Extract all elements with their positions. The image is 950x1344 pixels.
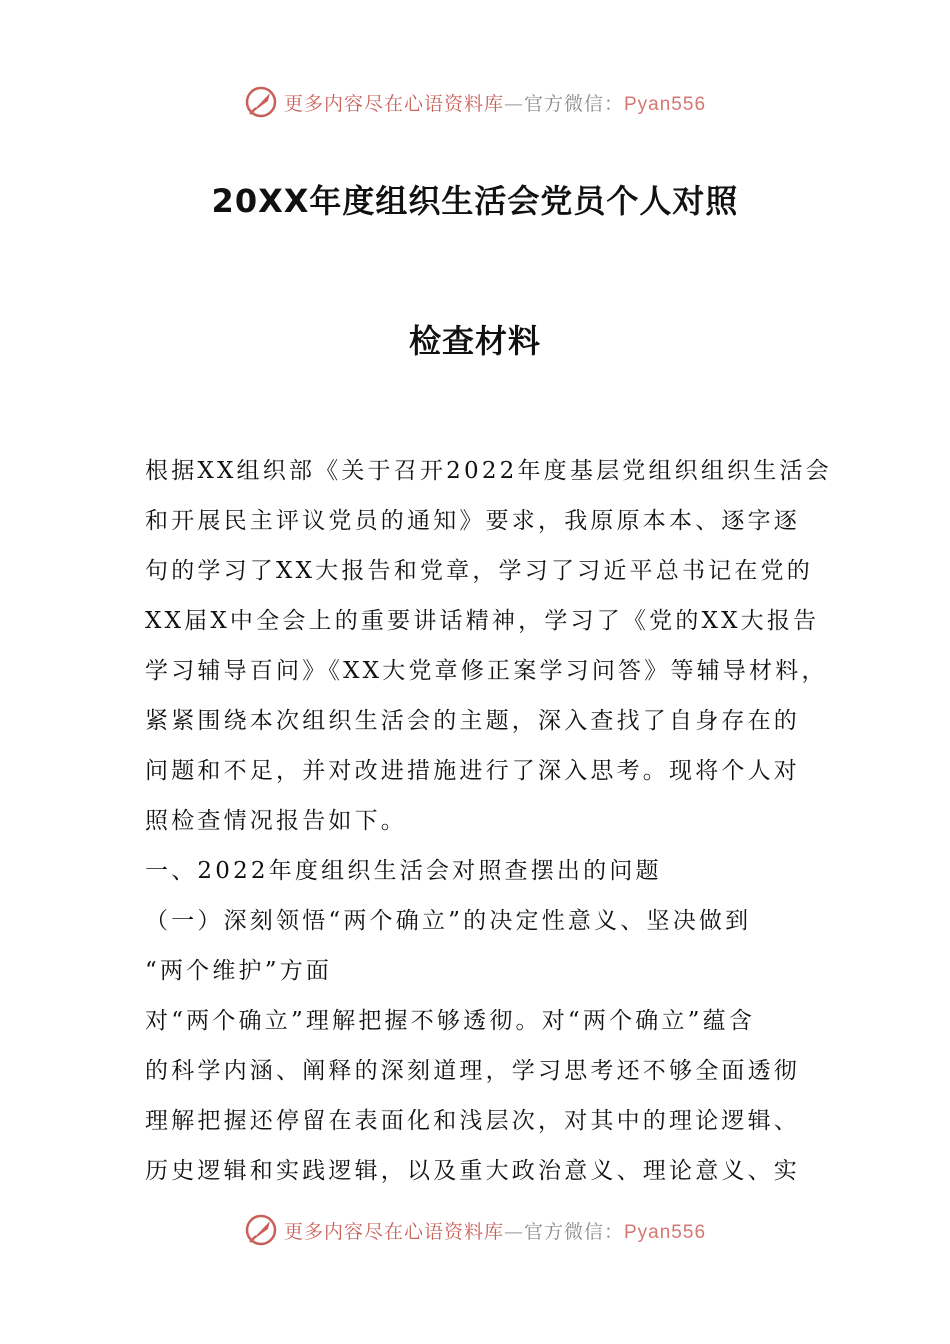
- header-watermark: [0, 82, 950, 122]
- body-line: 句的学习了XX大报告和党章，学习了习近平总书记在党的: [145, 558, 813, 584]
- watermark-official-label: 官方微信：: [523, 1220, 624, 1243]
- watermark-site: 更多内容尽在心语资料库: [283, 92, 504, 115]
- body-line: 历史逻辑和实践逻辑，以及重大政治意义、理论意义、实: [145, 1158, 800, 1184]
- body-line: 的科学内涵、阐释的深刻道理，学习思考还不够全面透彻: [145, 1058, 800, 1084]
- watermark-text: [284, 1217, 706, 1244]
- watermark-separator: —: [503, 92, 524, 115]
- watermark-official-label: 官方微信：: [523, 92, 624, 115]
- body-line: 理解把握还停留在表面化和浅层次，对其中的理论逻辑、: [145, 1108, 800, 1134]
- body-line: 学习辅导百问》《XX大党章修正案学习问答》等辅导材料，: [145, 658, 828, 684]
- quill-logo-icon: [244, 1213, 278, 1247]
- body-line: 照检查情况报告如下。: [145, 808, 407, 834]
- body-line: 对“两个确立”理解把握不够透彻。对“两个确立”蕴含: [145, 1008, 756, 1034]
- document-title-line1: 20XX年度组织生活会党员个人对照: [211, 182, 739, 220]
- body-line: 紧紧围绕本次组织生活会的主题，深入查找了自身存在的: [145, 708, 800, 734]
- subsection-heading: （一）深刻领悟“两个确立”的决定性意义、坚决做到: [145, 908, 752, 934]
- quill-logo-icon: [244, 85, 278, 119]
- watermark-text: [284, 89, 706, 116]
- section-heading: 一、2022年度组织生活会对照查摆出的问题: [145, 858, 662, 884]
- watermark-wechat-id: Pyan556: [624, 1221, 707, 1243]
- footer-watermark: [0, 1210, 950, 1250]
- body-line: XX届X中全会上的重要讲话精神，学习了《党的XX大报告: [145, 608, 820, 634]
- body-line: 根据XX组织部《关于召开2022年度基层党组织组织生活会: [145, 458, 832, 484]
- body-line: 问题和不足，并对改进措施进行了深入思考。现将个人对: [145, 758, 800, 784]
- document-title-line2: 检查材料: [408, 322, 541, 360]
- watermark-wechat-id: Pyan556: [624, 93, 707, 115]
- subsection-heading-cont: “两个维护”方面: [145, 958, 333, 984]
- document-body: [145, 446, 832, 1196]
- watermark-site: 更多内容尽在心语资料库: [283, 1220, 504, 1243]
- body-line: 和开展民主评议党员的通知》要求，我原原本本、逐字逐: [145, 508, 800, 534]
- watermark-separator: —: [503, 1220, 524, 1243]
